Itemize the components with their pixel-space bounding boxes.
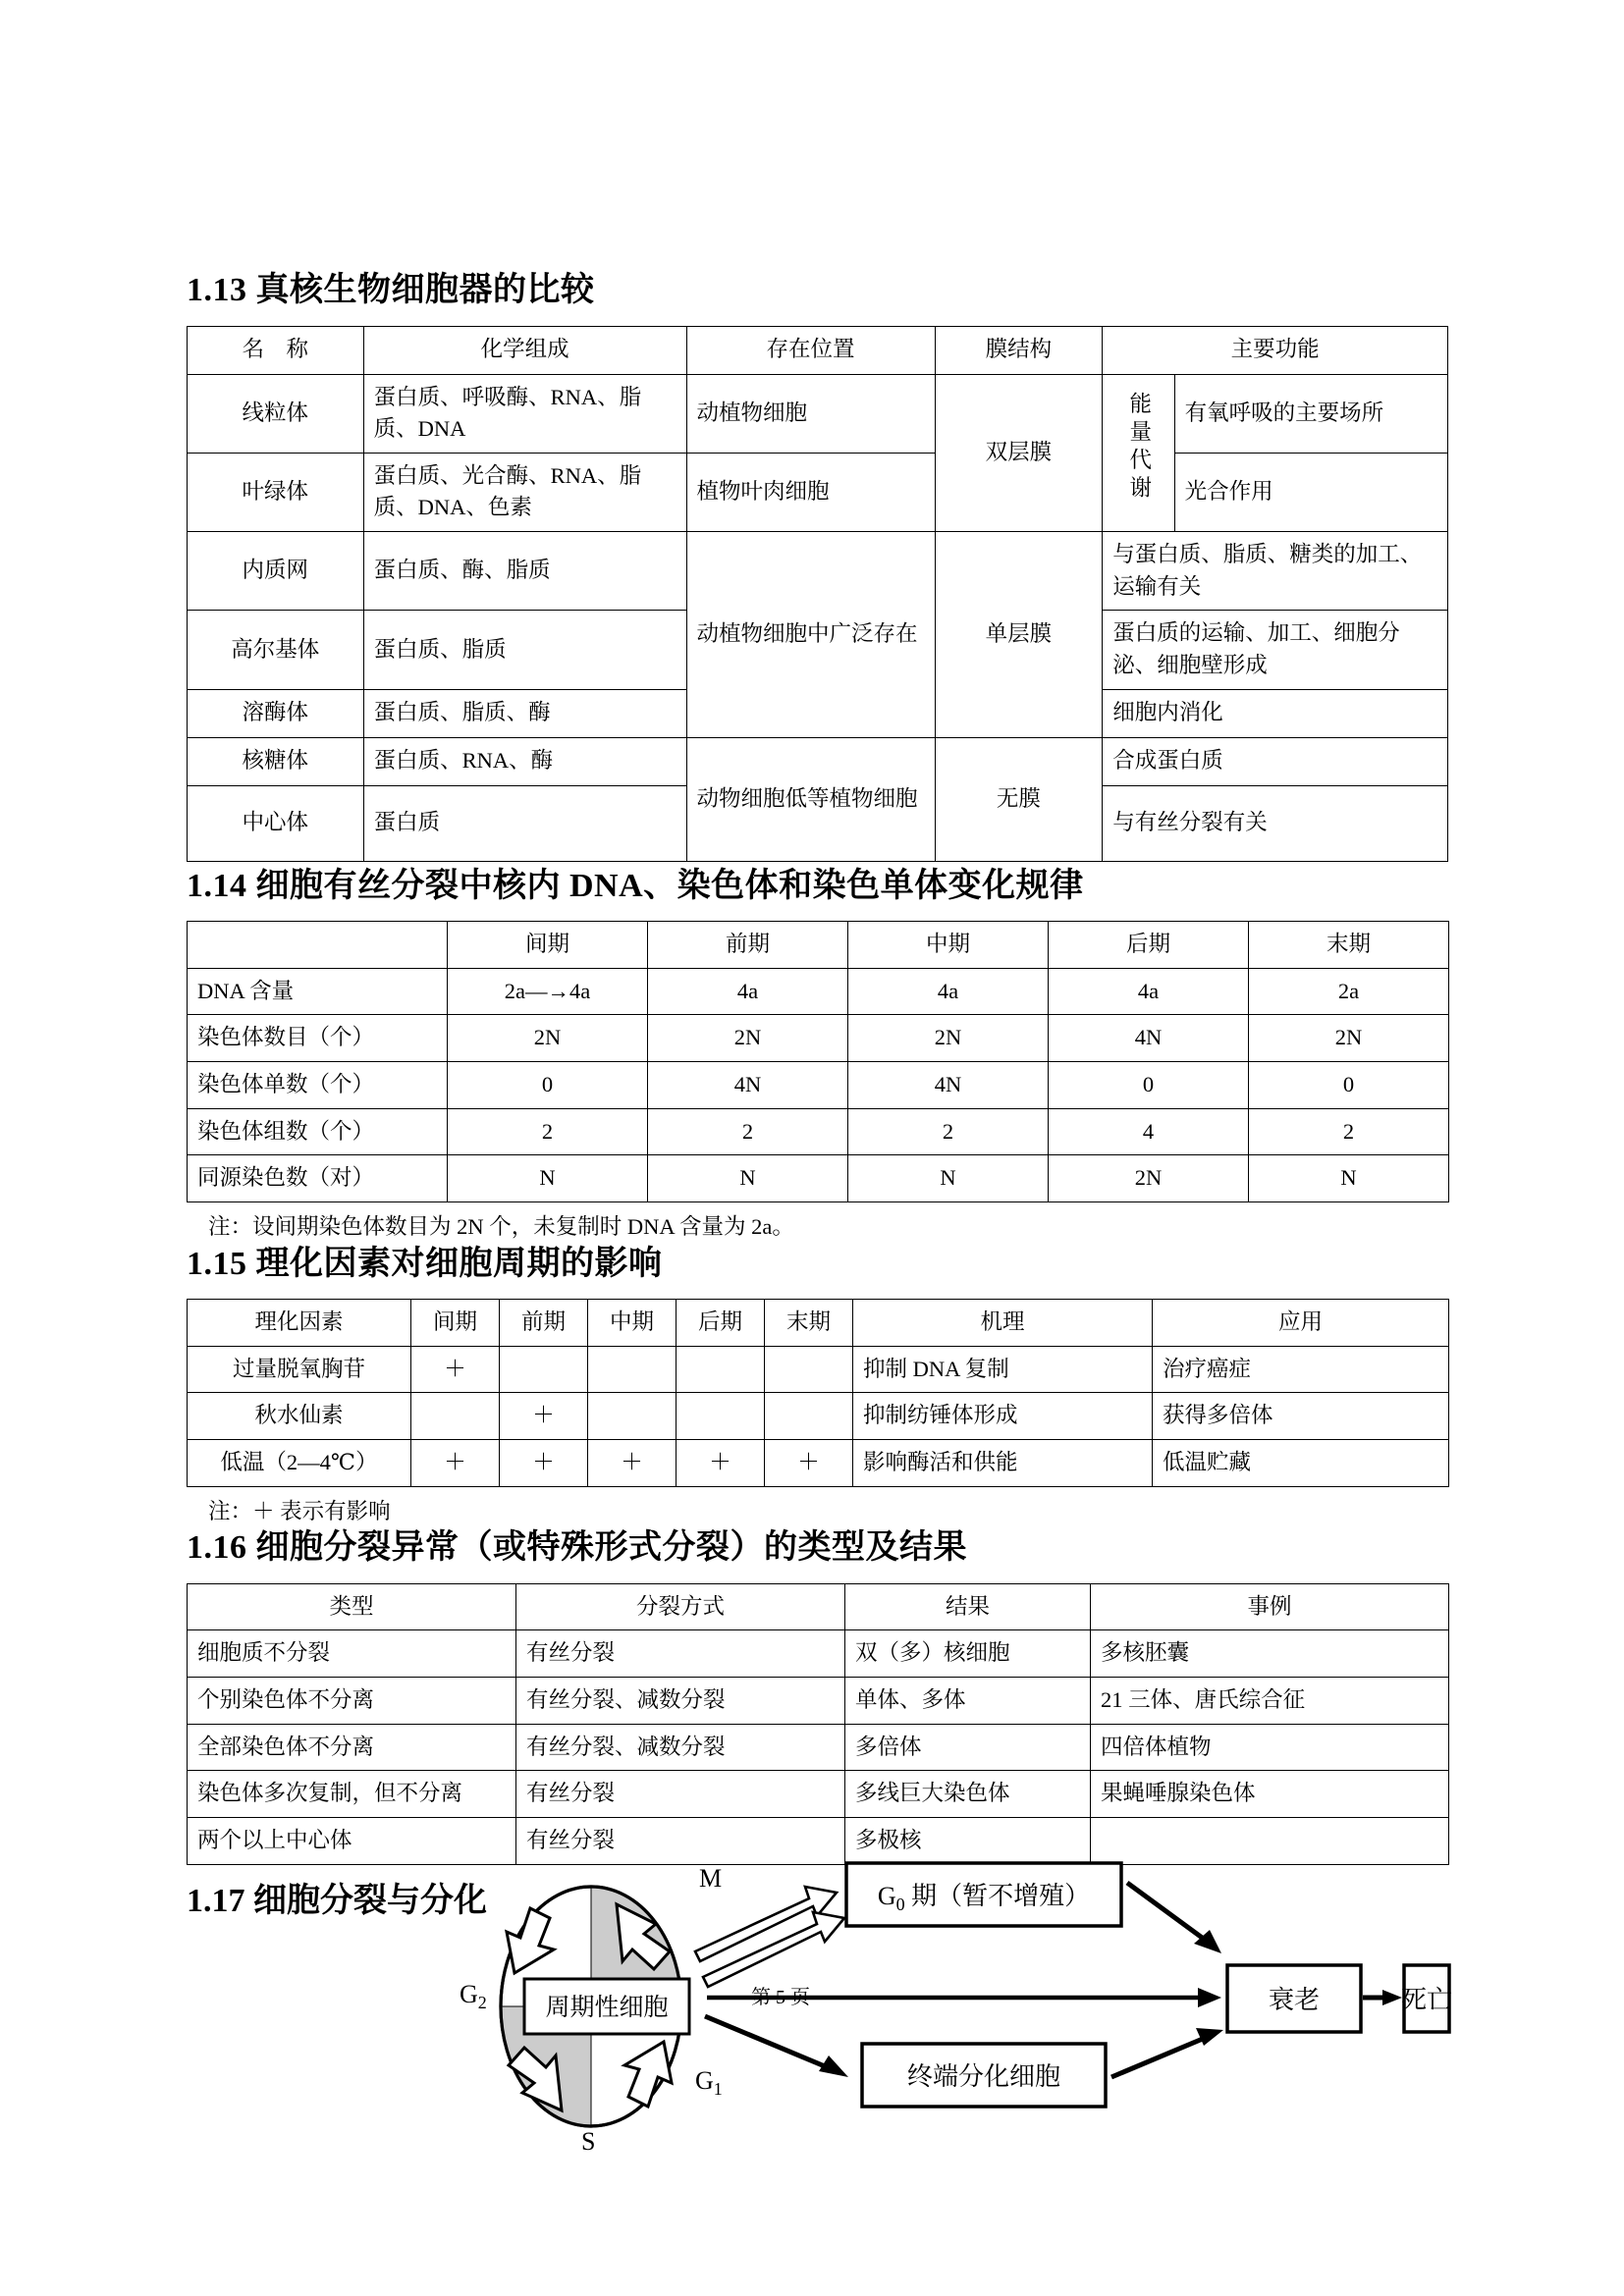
cell-cycle-diagram — [412, 1857, 1453, 2152]
cell-composition: 蛋白质、脂质 — [363, 611, 686, 689]
cell-mark: ＋ — [411, 1439, 500, 1486]
header-example: 事例 — [1091, 1583, 1449, 1630]
cell-function: 与蛋白质、脂质、糖类的加工、运输有关 — [1103, 532, 1448, 611]
cell-mark: ＋ — [588, 1439, 677, 1486]
cell-application: 治疗癌症 — [1153, 1346, 1449, 1393]
cell-value: 2a—→4a — [448, 968, 648, 1015]
cell-value: 2 — [648, 1108, 848, 1155]
table-row — [188, 1393, 1449, 1440]
cell-mark — [588, 1346, 677, 1393]
cell-mark — [500, 1346, 588, 1393]
table-row — [188, 532, 1448, 611]
cell-composition: 蛋白质、呼吸酶、RNA、脂质、DNA — [363, 374, 686, 453]
cell-value: N — [648, 1155, 848, 1202]
table-row — [188, 1630, 1449, 1678]
cell-organelle-name: 溶酶体 — [188, 689, 364, 737]
section-title-1-15: 1.15 理化因素对细胞周期的影响 — [187, 1245, 663, 1282]
table-row — [188, 1061, 1449, 1108]
table-1-13-wrapper — [187, 326, 1448, 862]
table-row — [188, 1108, 1449, 1155]
cell-mark — [677, 1346, 765, 1393]
cell-value: 4a — [1049, 968, 1249, 1015]
cell-value: 2N — [848, 1015, 1049, 1062]
cell-function: 有氧呼吸的主要场所 — [1174, 374, 1447, 453]
header-name: 名 称 — [188, 326, 364, 374]
cell-value: 2a — [1249, 968, 1449, 1015]
cell-value: 2 — [848, 1108, 1049, 1155]
cell-type: 全部染色体不分离 — [188, 1724, 516, 1771]
cell-mode: 有丝分裂、减数分裂 — [516, 1678, 845, 1725]
cell-result: 双（多）核细胞 — [845, 1630, 1091, 1678]
table-note-1-14: 注：设间期染色体数目为 2N 个，未复制时 DNA 含量为 2a。 — [208, 1213, 794, 1239]
arrow-aging-to-death-icon — [1363, 1990, 1402, 2005]
header-result: 结果 — [845, 1583, 1091, 1630]
cell-mark — [411, 1393, 500, 1440]
label-phase-g2: $G_2$ — [460, 1979, 487, 2012]
header-mode: 分裂方式 — [516, 1583, 845, 1630]
cell-function-group: 能量代谢 — [1103, 374, 1174, 532]
cell-factor: 过量脱氧胸苷 — [188, 1346, 411, 1393]
table-row — [188, 1724, 1449, 1771]
header-interphase: 间期 — [411, 1300, 500, 1347]
box-aging-label: 衰老 — [1268, 1985, 1321, 2014]
cell-organelle-name: 线粒体 — [188, 374, 364, 453]
cell-result: 多线巨大染色体 — [845, 1771, 1091, 1818]
cell-mark: ＋ — [500, 1393, 588, 1440]
box-terminal-label: 终端分化细胞 — [906, 2061, 1061, 2091]
cell-value: N — [448, 1155, 648, 1202]
cell-organelle-name: 叶绿体 — [188, 453, 364, 531]
cell-example: 果蝇唾腺染色体 — [1091, 1771, 1449, 1818]
cell-composition: 蛋白质、酶、脂质 — [363, 532, 686, 611]
row-label: 染色体数目（个） — [188, 1015, 448, 1062]
cell-location: 动物细胞低等植物细胞 — [686, 737, 935, 861]
page-number: 第 5 页 — [751, 1986, 810, 2008]
cell-organelle-name: 核糖体 — [188, 737, 364, 785]
table-row — [188, 1346, 1449, 1393]
cell-mark — [765, 1346, 853, 1393]
cell-value: N — [848, 1155, 1049, 1202]
table-row — [188, 968, 1449, 1015]
box-death — [1401, 1965, 1452, 2032]
header-prophase: 前期 — [648, 922, 848, 969]
section-title-1-14: 1.14 细胞有丝分裂中核内 DNA、染色体和染色单体变化规律 — [187, 867, 1084, 904]
cell-mode: 有丝分裂 — [516, 1817, 845, 1864]
row-label: DNA 含量 — [188, 968, 448, 1015]
header-membrane: 膜结构 — [935, 326, 1103, 374]
cell-value: 4a — [848, 968, 1049, 1015]
cell-value: 2N — [1049, 1155, 1249, 1202]
arrow-g0-to-aging-icon — [1127, 1883, 1221, 1953]
table-abnormal-division — [187, 1583, 1449, 1865]
cell-value: 0 — [1049, 1061, 1249, 1108]
arrow-terminal-to-aging-icon — [1111, 2028, 1223, 2077]
cell-type: 个别染色体不分离 — [188, 1678, 516, 1725]
table-row — [188, 1771, 1449, 1818]
box-terminal-differentiated — [862, 2044, 1106, 2107]
cell-result: 多倍体 — [845, 1724, 1091, 1771]
table-header-row — [188, 326, 1448, 374]
cell-factor: 低温（2—4℃） — [188, 1439, 411, 1486]
cell-value: 2N — [648, 1015, 848, 1062]
cell-composition: 蛋白质 — [363, 785, 686, 861]
cell-value: 4 — [1049, 1108, 1249, 1155]
cell-function: 合成蛋白质 — [1103, 737, 1448, 785]
header-telophase: 末期 — [1249, 922, 1449, 969]
cycle-center-label: 周期性细胞 — [545, 1994, 669, 2021]
row-label: 染色体组数（个） — [188, 1108, 448, 1155]
cell-type: 染色体多次复制，但不分离 — [188, 1771, 516, 1818]
header-function: 主要功能 — [1103, 326, 1448, 374]
arrow-cycle-to-terminal-icon — [705, 2016, 848, 2077]
cell-mark: ＋ — [677, 1439, 765, 1486]
box-g0 — [846, 1863, 1121, 1926]
cell-mark: ＋ — [500, 1439, 588, 1486]
header-composition: 化学组成 — [363, 326, 686, 374]
cell-value: 4N — [648, 1061, 848, 1108]
cell-example: 四倍体植物 — [1091, 1724, 1449, 1771]
cell-function: 光合作用 — [1174, 453, 1447, 531]
cell-mark: ＋ — [411, 1346, 500, 1393]
row-label: 染色体单数（个） — [188, 1061, 448, 1108]
cell-composition: 蛋白质、光合酶、RNA、脂质、DNA、色素 — [363, 453, 686, 531]
header-location: 存在位置 — [686, 326, 935, 374]
table-row — [188, 374, 1448, 453]
table-organelle-comparison — [187, 326, 1448, 862]
section-title-1-16: 1.16 细胞分裂异常（或特殊形式分裂）的类型及结果 — [187, 1529, 967, 1567]
cell-composition: 蛋白质、脂质、酶 — [363, 689, 686, 737]
table-row — [188, 737, 1448, 785]
table-row — [188, 453, 1448, 531]
cell-mechanism: 抑制 DNA 复制 — [853, 1346, 1153, 1393]
header-type: 类型 — [188, 1583, 516, 1630]
cell-function: 与有丝分裂有关 — [1103, 785, 1448, 861]
cell-value: 2 — [1249, 1108, 1449, 1155]
cell-location: 动植物细胞 — [686, 374, 935, 453]
box-g0-label: $G_0$ 期（暂不增殖） — [877, 1881, 1091, 1914]
cell-mechanism: 抑制纺锤体形成 — [853, 1393, 1153, 1440]
cell-mechanism: 影响酶活和供能 — [853, 1439, 1153, 1486]
header-metaphase: 中期 — [588, 1300, 677, 1347]
cell-membrane: 单层膜 — [935, 532, 1103, 738]
cell-example: 多核胚囊 — [1091, 1630, 1449, 1678]
cell-example: 21 三体、唐氏综合征 — [1091, 1678, 1449, 1725]
page-content — [187, 270, 1453, 2160]
cell-type: 细胞质不分裂 — [188, 1630, 516, 1678]
label-phase-s: S — [581, 2126, 596, 2152]
cell-mode: 有丝分裂、减数分裂 — [516, 1724, 845, 1771]
cell-result: 多极核 — [845, 1817, 1091, 1864]
double-arrow-to-g0-icon — [695, 1887, 844, 1987]
section-1-17 — [187, 1863, 1453, 2160]
label-phase-m: M — [699, 1863, 723, 1893]
cell-value: 4N — [848, 1061, 1049, 1108]
cell-value: 2 — [448, 1108, 648, 1155]
box-aging — [1227, 1965, 1361, 2032]
header-factor: 理化因素 — [188, 1300, 411, 1347]
section-title-1-17: 1.17 细胞分裂与分化 — [187, 1882, 487, 1919]
cell-value: 0 — [448, 1061, 648, 1108]
table-note-1-15: 注：＋ 表示有影响 — [208, 1498, 391, 1523]
table-mitosis-dna-changes — [187, 921, 1449, 1202]
cell-membrane: 双层膜 — [935, 374, 1103, 532]
header-metaphase: 中期 — [848, 922, 1049, 969]
cell-mark — [588, 1393, 677, 1440]
table-row — [188, 1439, 1449, 1486]
label-phase-g1: $G_1$ — [695, 2065, 723, 2099]
cell-factor: 秋水仙素 — [188, 1393, 411, 1440]
cell-mode: 有丝分裂 — [516, 1630, 845, 1678]
cell-membrane: 无膜 — [935, 737, 1103, 861]
cell-function: 蛋白质的运输、加工、细胞分泌、细胞壁形成 — [1103, 611, 1448, 689]
cell-type: 两个以上中心体 — [188, 1817, 516, 1864]
table-row — [188, 1678, 1449, 1725]
header-telophase: 末期 — [765, 1300, 853, 1347]
cell-organelle-name: 高尔基体 — [188, 611, 364, 689]
cell-organelle-name: 中心体 — [188, 785, 364, 861]
table-header-row — [188, 922, 1449, 969]
cell-mode: 有丝分裂 — [516, 1771, 845, 1818]
table-header-row — [188, 1583, 1449, 1630]
header-mechanism: 机理 — [853, 1300, 1153, 1347]
cell-value: 0 — [1249, 1061, 1449, 1108]
cell-result: 单体、多体 — [845, 1678, 1091, 1725]
cell-composition: 蛋白质、RNA、酶 — [363, 737, 686, 785]
section-title-1-13: 1.13 真核生物细胞器的比较 — [187, 272, 595, 308]
cell-mark: ＋ — [765, 1439, 853, 1486]
box-death-label: 死亡 — [1400, 1985, 1453, 2014]
cell-application: 低温贮藏 — [1153, 1439, 1449, 1486]
table-physicochemical-factors — [187, 1299, 1449, 1487]
cell-function: 细胞内消化 — [1103, 689, 1448, 737]
cell-location: 动植物细胞中广泛存在 — [686, 532, 935, 738]
table-header-row — [188, 1300, 1449, 1347]
table-row — [188, 1155, 1449, 1202]
cell-application: 获得多倍体 — [1153, 1393, 1449, 1440]
cell-mark — [765, 1393, 853, 1440]
header-interphase: 间期 — [448, 922, 648, 969]
cell-value: 2N — [1249, 1015, 1449, 1062]
cell-organelle-name: 内质网 — [188, 532, 364, 611]
cell-value: N — [1249, 1155, 1449, 1202]
cell-location: 植物叶肉细胞 — [686, 453, 935, 531]
cell-value: 2N — [448, 1015, 648, 1062]
header-prophase: 前期 — [500, 1300, 588, 1347]
header-blank — [188, 922, 448, 969]
header-application: 应用 — [1153, 1300, 1449, 1347]
cell-value: 4a — [648, 968, 848, 1015]
table-row — [188, 1015, 1449, 1062]
cell-value: 4N — [1049, 1015, 1249, 1062]
row-label: 同源染色数（对） — [188, 1155, 448, 1202]
header-anaphase: 后期 — [1049, 922, 1249, 969]
cell-cycle-ring-icon — [501, 1887, 689, 2126]
cell-mark — [677, 1393, 765, 1440]
header-anaphase: 后期 — [677, 1300, 765, 1347]
